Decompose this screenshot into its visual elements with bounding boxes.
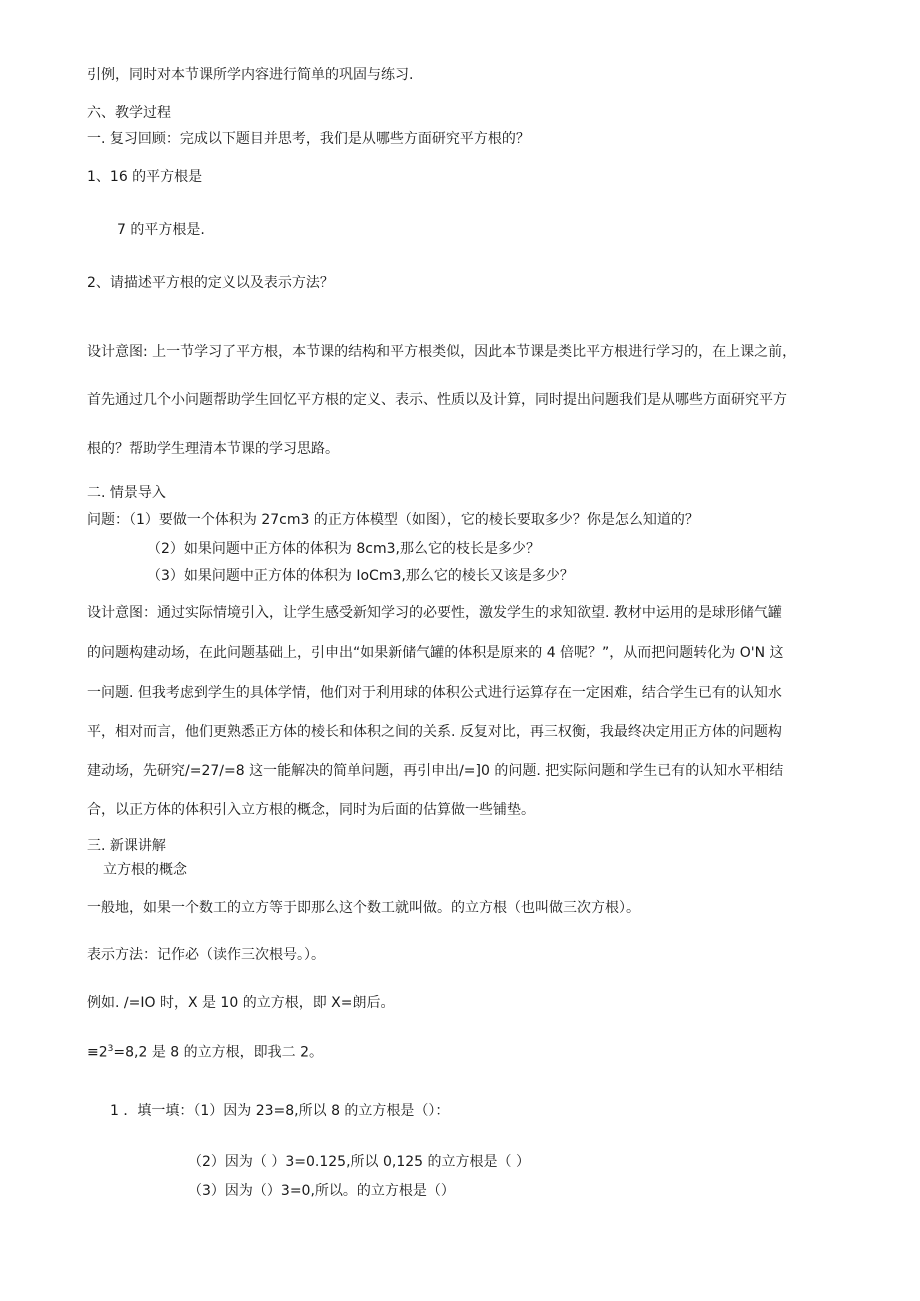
exercise-3: （3）因为（）3=0,所以。的立方根是（）: [188, 1183, 455, 1199]
section-heading-teaching-process: 六、教学过程: [87, 105, 171, 121]
design-intent-2-line: 合，以正方体的体积引入立方根的概念，同时为后面的估算做一些铺垫。: [87, 802, 535, 818]
exercise-2: （2）因为（ ）3=0.125,所以 0,125 的立方根是（ ）: [188, 1154, 530, 1170]
notation-text: 表示方法：记作必（读作三次根号。）。: [87, 947, 325, 963]
scenario-question-3: （3）如果问题中正方体的体积为 IoCm3,那么它的棱长又该是多少？: [147, 568, 574, 584]
cube-root-definition: 一般地，如果一个数工的立方等于即那么这个数工就叫做。的立方根（也叫做三次方根）。: [87, 900, 640, 916]
cube-root-concept-heading: 立方根的概念: [103, 862, 187, 878]
design-intent-1-line: 首先通过几个小问题帮助学生回忆平方根的定义、表示、性质以及计算，同时提出问题我们是从哪些方面研究平方: [87, 392, 787, 408]
review-question-1: 1、16 的平方根是: [87, 169, 203, 185]
design-intent-2-line: 的问题构建动场，在此问题基础上，引申出“如果新储气罐的体积是原来的 4 倍呢？”，从而把问题转化为 O'N 这: [87, 645, 784, 661]
review-heading: 一. 复习回顾：完成以下题目并思考，我们是从哪些方面研究平方根的？: [87, 131, 530, 147]
equation-suffix: =8,2 是 8 的立方根，即我二 2。: [113, 1044, 323, 1061]
design-intent-2-line: 一问题. 但我考虑到学生的具体学情，他们对于利用球的体积公式进行运算存在一定困难，结合学生已有的认知水: [87, 685, 782, 701]
design-intent-2-line: 平，相对而言，他们更熟悉正方体的棱长和体积之间的关系. 反复对比，再三权衡，我最终决定用正方体的问题构: [87, 724, 782, 740]
design-intent-2-line: 建动场，先研究/=27∕=8 这一能解决的简单问题，再引申出∕=]0 的问题. 把实际问题和学生已有的认知水平相结: [87, 763, 784, 779]
review-question-1b: 7 的平方根是.: [117, 222, 205, 238]
scenario-heading: 二. 情景导入: [87, 485, 166, 501]
example-equation: [87, 1044, 323, 1061]
design-intent-1-line: 根的？帮助学生理清本节课的学习思路。: [87, 441, 339, 457]
new-lesson-heading: 三. 新课讲解: [87, 838, 166, 854]
intro-tail-text: 引例，同时对本节课所学内容进行简单的巩固与练习.: [87, 67, 414, 83]
design-intent-1-line: 设计意图: 上一节学习了平方根，本节课的结构和平方根类似，因此本节课是类比平方根进行学习的，在上课之前，: [87, 344, 797, 360]
review-question-2: 2、请描述平方根的定义以及表示方法？: [87, 275, 334, 291]
scenario-question-2: （2）如果问题中正方体的体积为 8cm3,那么它的枝长是多少？: [147, 541, 540, 557]
design-intent-2-line: 设计意图：通过实际情境引入，让学生感受新知学习的必要性，激发学生的求知欲望. 教材中运用的是球形储气罐: [87, 605, 782, 621]
scenario-question-1: 问题：（1）要做一个体积为 27cm3 的正方体模型（如图），它的棱长要取多少？你是怎么知道的？: [87, 512, 699, 528]
equation-prefix: ≡2: [87, 1044, 108, 1061]
exercise-1: 1 ．填一填：（1）因为 23=8,所以 8 的立方根是（）：: [110, 1103, 450, 1119]
example-text: 例如. ∕=IO 时，X 是 10 的立方根，即 X=朗后。: [87, 995, 395, 1011]
equation-superscript: 3: [107, 1044, 114, 1054]
